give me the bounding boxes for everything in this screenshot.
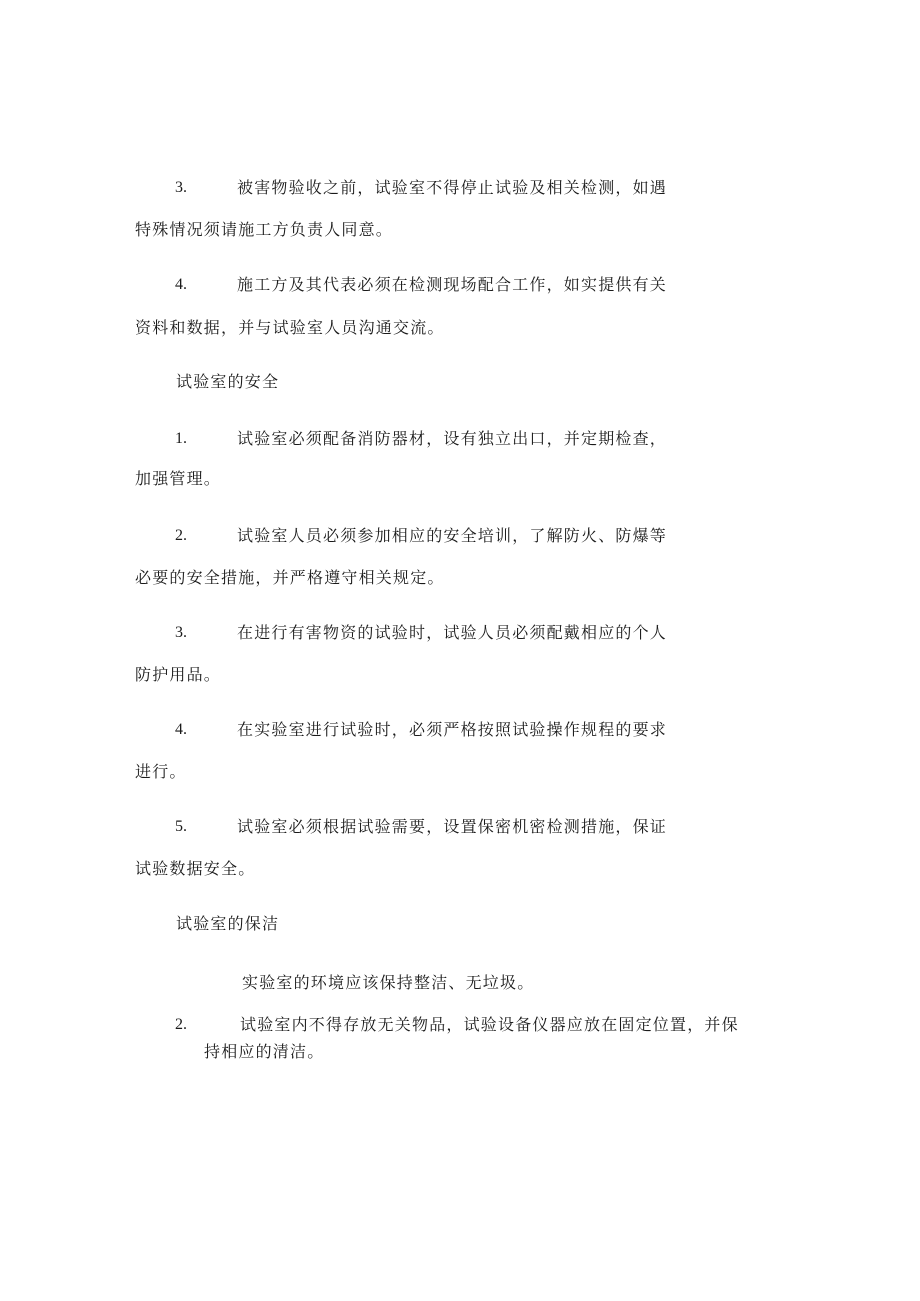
item-text-line: 加强管理。 [135, 469, 222, 488]
item-text-line: 在实验室进行试验时，必须严格按照试验操作规程的要求 [237, 720, 668, 739]
section-heading-safety: 试验室的安全 [176, 372, 280, 391]
item-text-line: 在进行有害物资的试验时，试验人员必须配戴相应的个人 [237, 623, 668, 642]
item-number: 4. [175, 721, 187, 738]
item-text-line: 试验室人员必须参加相应的安全培训，了解防火、防爆等 [237, 526, 668, 545]
item-number: 3. [175, 624, 187, 641]
item-text-line: 持相应的清洁。 [204, 1042, 325, 1061]
item-text-line: 进行。 [135, 762, 187, 781]
item-text-line: 施工方及其代表必须在检测现场配合工作，如实提供有关 [237, 275, 668, 294]
item-text-line: 必要的安全措施，并严格遵守相关规定。 [135, 568, 445, 587]
item-number: 5. [175, 818, 187, 835]
section-heading-cleaning: 试验室的保洁 [176, 914, 280, 933]
item-text-line: 特殊情况须请施工方负责人同意。 [135, 220, 394, 239]
item-number: 1. [175, 430, 187, 447]
item-text-line: 试验室必须根据试验需要，设置保密机密检测措施，保证 [237, 817, 668, 836]
item-text-line: 被害物验收之前，试验室不得停止试验及相关检测，如遇 [237, 178, 668, 197]
item-text-line: 防护用品。 [135, 665, 222, 684]
list-item: 实验室的环境应该保持整洁、无垃圾。 [242, 973, 535, 992]
item-number: 2. [175, 1016, 187, 1033]
item-text-line: 资料和数据，并与试验室人员沟通交流。 [135, 318, 445, 337]
item-text-line: 试验室内不得存放无关物品，试验设备仪器应放在固定位置，并保 [240, 1015, 739, 1034]
item-text-line: 试验数据安全。 [135, 859, 256, 878]
item-number: 2. [175, 527, 187, 544]
item-number: 4. [175, 276, 187, 293]
item-text-line: 试验室必须配备消防器材，设有独立出口，并定期检查， [237, 429, 668, 448]
item-number: 3. [175, 179, 187, 196]
